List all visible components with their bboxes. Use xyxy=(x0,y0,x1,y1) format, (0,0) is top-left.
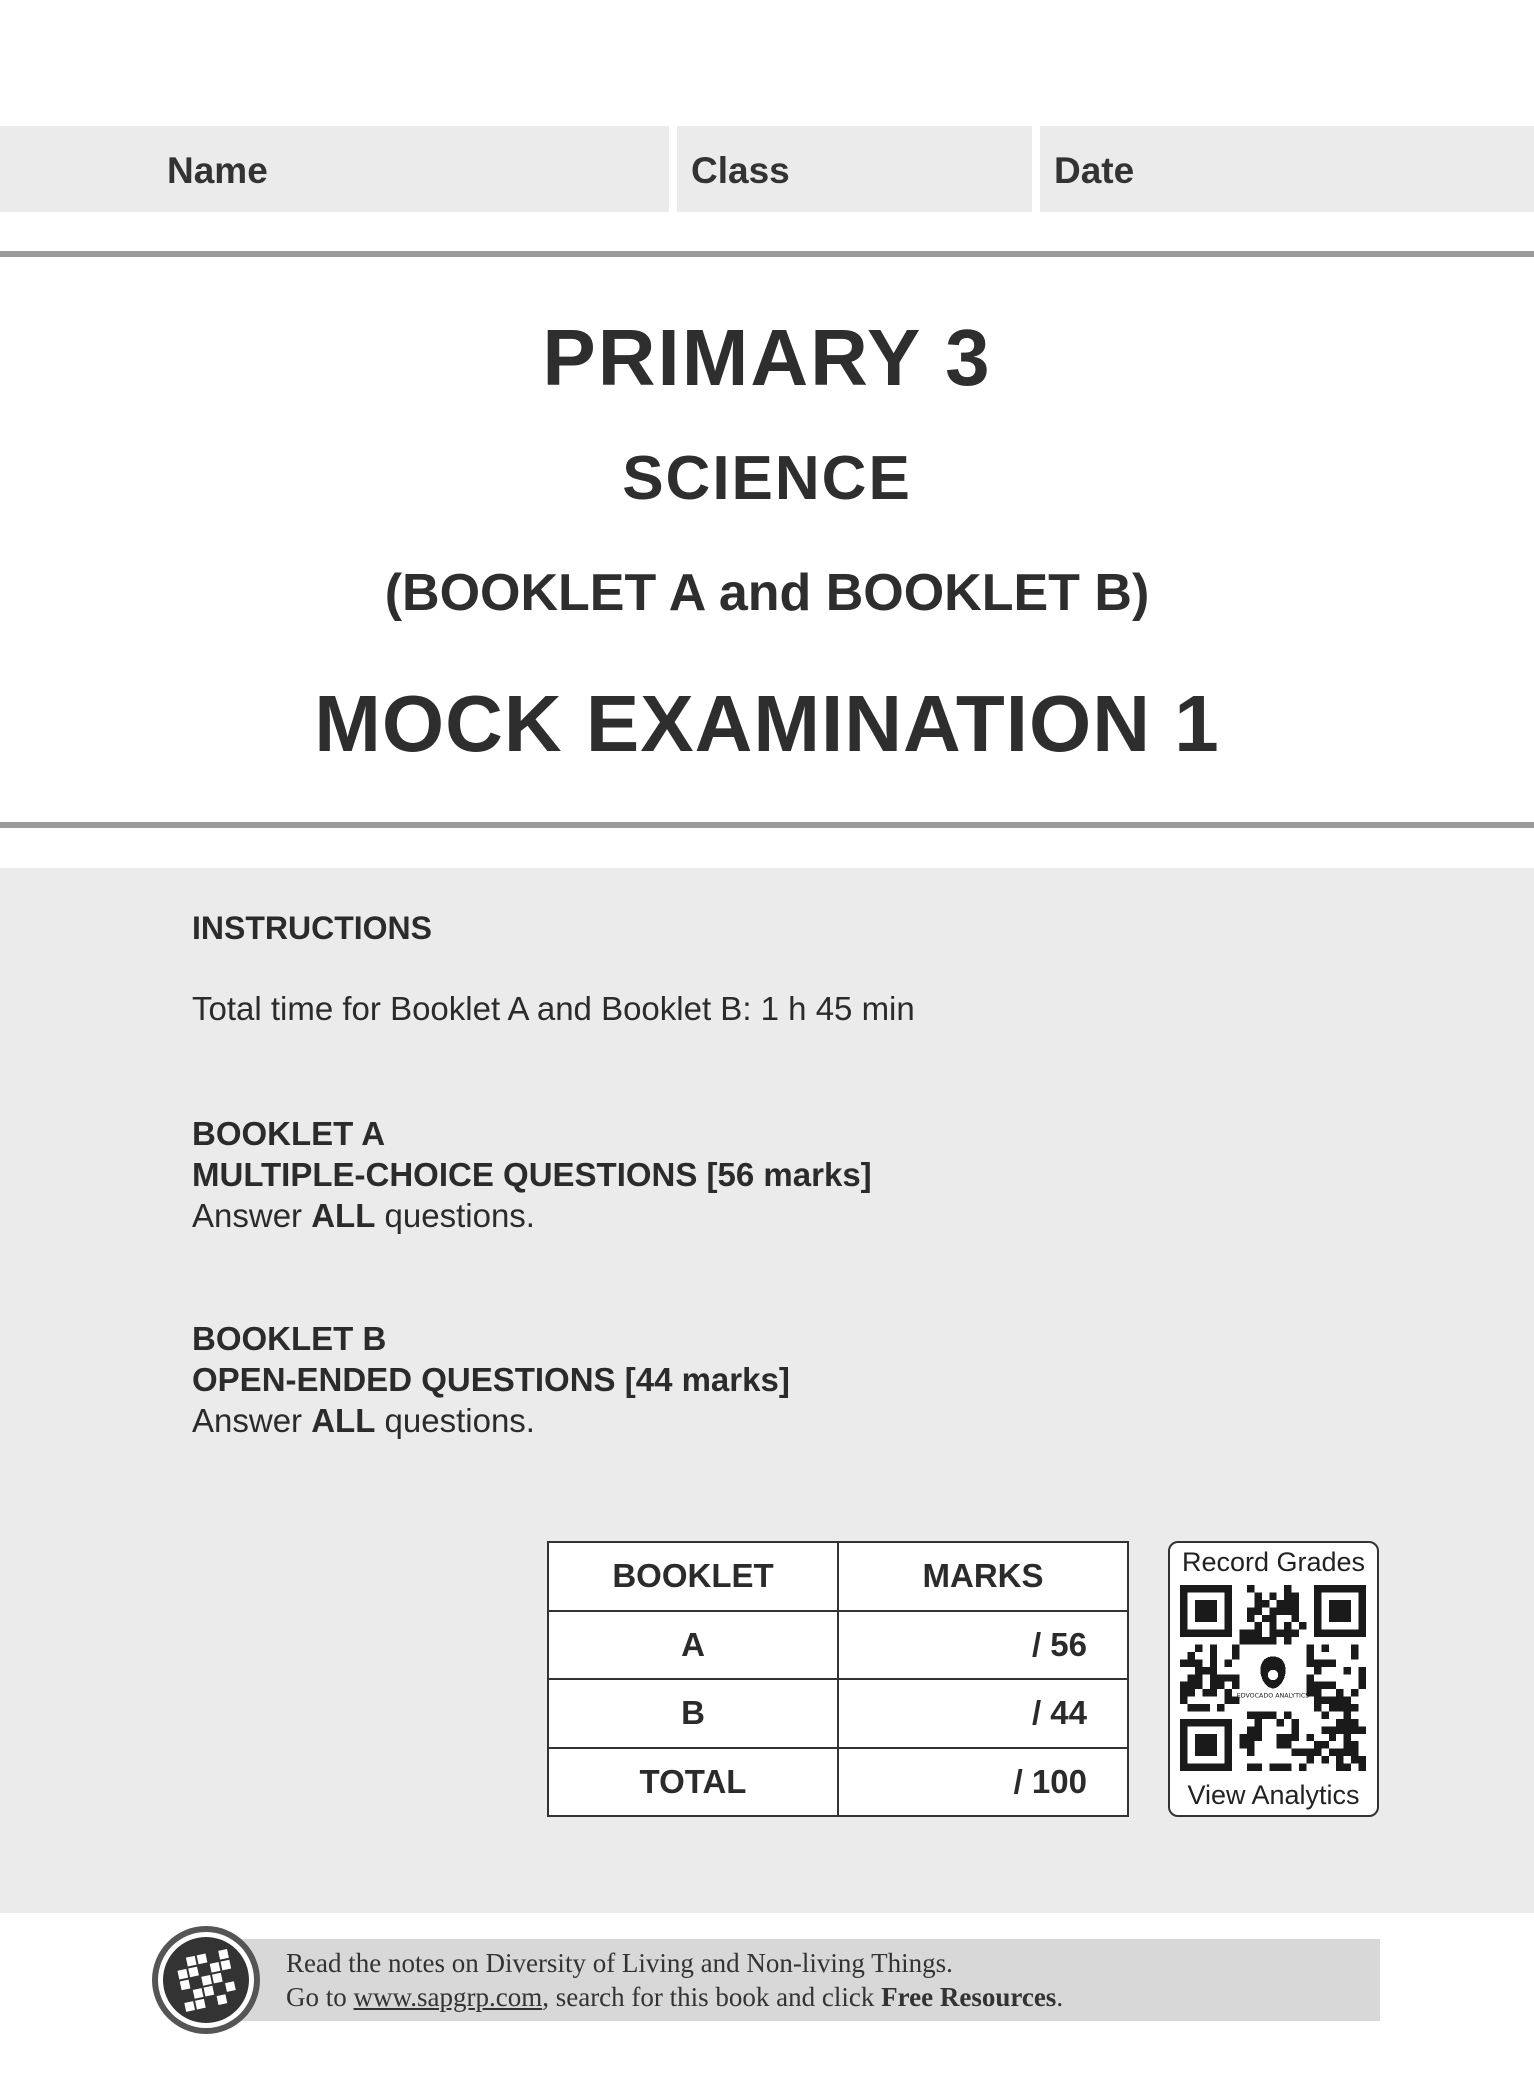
answer-suffix: questions. xyxy=(375,1402,535,1439)
answer-all: ALL xyxy=(311,1402,376,1439)
qr-code-icon[interactable] xyxy=(1180,1585,1366,1771)
table-row xyxy=(548,1748,1128,1817)
class-field[interactable] xyxy=(677,126,1032,212)
resource-logo-icon xyxy=(150,1924,262,2036)
footer-line-2 xyxy=(286,1982,1063,2013)
answer-prefix: Answer xyxy=(192,1197,312,1234)
answer-all: ALL xyxy=(311,1197,376,1234)
instructions-heading: INSTRUCTIONS xyxy=(192,910,432,946)
footer-line-1: Read the notes on Diversity of Living and Non-living Things. xyxy=(286,1948,953,1978)
free-resources-text: Free Resources xyxy=(881,1982,1057,2012)
booklet-cell: B xyxy=(548,1679,838,1748)
booklet-b-title: BOOKLET B xyxy=(192,1320,387,1357)
marks-cell[interactable]: / 44 xyxy=(838,1679,1128,1748)
class-label: Class xyxy=(691,150,790,191)
booklet-a-subtitle: MULTIPLE-CHOICE QUESTIONS [56 marks] xyxy=(192,1156,872,1193)
name-label: Name xyxy=(167,150,268,191)
qr-box[interactable] xyxy=(1168,1541,1379,1817)
table-header-row xyxy=(548,1542,1128,1611)
booklet-a-title: BOOKLET A xyxy=(192,1115,386,1152)
table-row xyxy=(548,1611,1128,1680)
qr-center-text xyxy=(1237,1692,1310,1699)
marks-cell[interactable]: / 56 xyxy=(838,1611,1128,1680)
answer-prefix: Answer xyxy=(192,1402,312,1439)
booklet-b-subtitle: OPEN-ENDED QUESTIONS [44 marks] xyxy=(192,1361,790,1398)
level-title: PRIMARY 3 xyxy=(542,313,992,402)
booklets-title: (BOOKLET A and BOOKLET B) xyxy=(384,564,1150,622)
view-analytics-label: View Analytics xyxy=(1187,1780,1360,1810)
subject-title: SCIENCE xyxy=(622,444,912,513)
booklet-a-answer xyxy=(192,1197,535,1235)
bottom-divider xyxy=(0,822,1534,828)
footer-prefix: Go to xyxy=(286,1982,354,2012)
top-divider xyxy=(0,251,1534,257)
marks-column-header: MARKS xyxy=(838,1542,1128,1611)
total-time: Total time for Booklet A and Booklet B: 1 h 45 min xyxy=(192,990,915,1027)
date-label: Date xyxy=(1054,150,1135,191)
booklet-cell: TOTAL xyxy=(548,1748,838,1817)
name-field[interactable] xyxy=(0,126,669,212)
exam-title: MOCK EXAMINATION 1 xyxy=(314,679,1220,768)
website-link[interactable]: www.sapgrp.com xyxy=(353,1982,543,2012)
record-grades-label: Record Grades xyxy=(1181,1547,1366,1577)
booklet-b-answer xyxy=(192,1402,535,1440)
table-row xyxy=(548,1679,1128,1748)
date-field[interactable] xyxy=(1040,126,1534,212)
marks-table xyxy=(547,1541,1129,1817)
marks-cell[interactable]: / 100 xyxy=(838,1748,1128,1817)
booklet-column-header: BOOKLET xyxy=(548,1542,838,1611)
footer-suffix: . xyxy=(1056,1982,1064,2012)
footer-middle: , search for this book and click xyxy=(542,1982,882,2012)
answer-suffix: questions. xyxy=(375,1197,535,1234)
booklet-cell: A xyxy=(548,1611,838,1680)
